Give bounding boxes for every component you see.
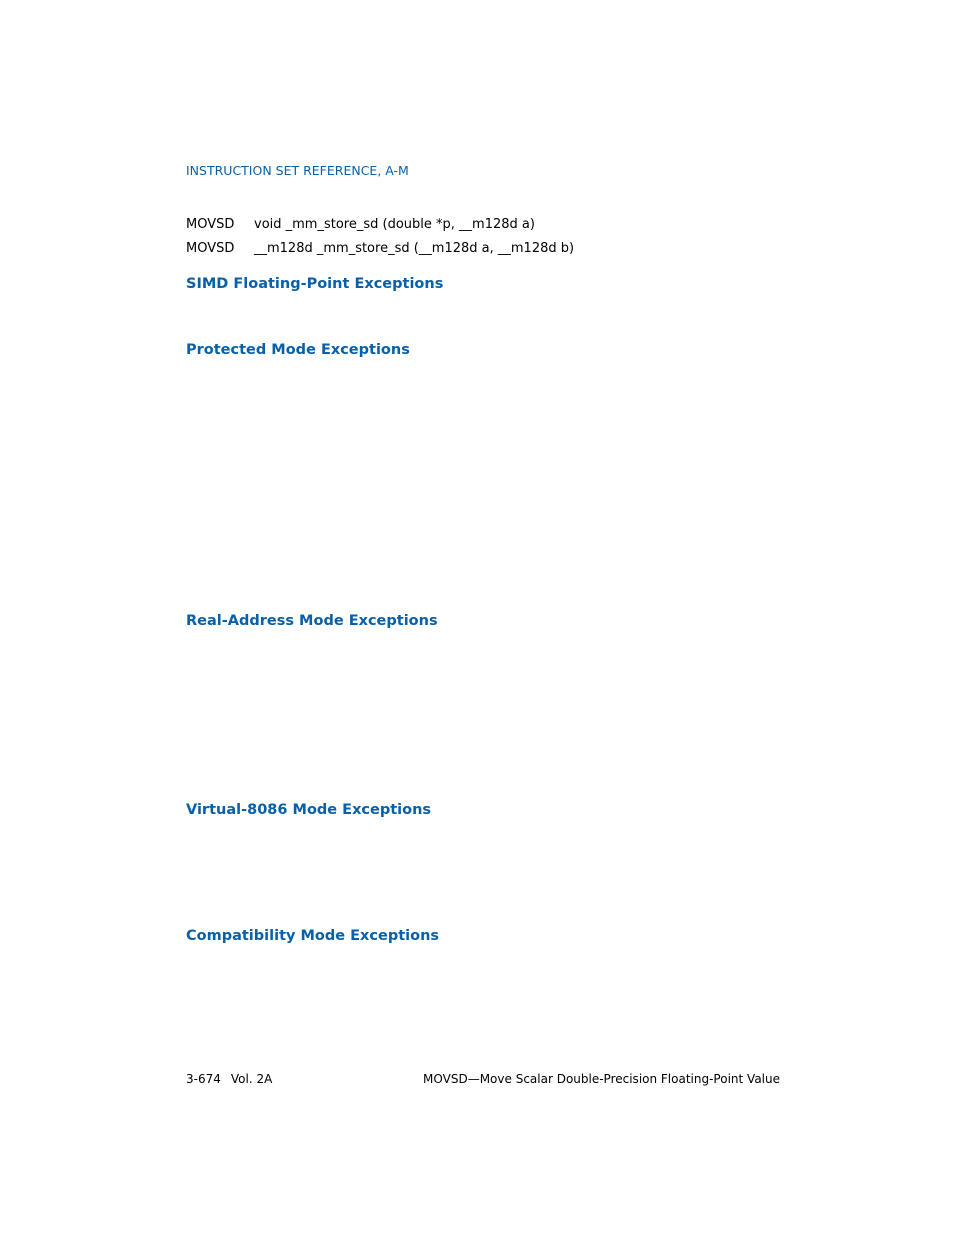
intrinsic-signature: __m128d _mm_store_sd (__m128d a, __m128d b) (254, 241, 575, 256)
section-heading-virtual-8086-mode: Virtual-8086 Mode Exceptions (186, 802, 432, 818)
intrinsic-signature: void _mm_store_sd (double *p, __m128d a) (254, 217, 535, 232)
section-heading-simd-exceptions: SIMD Floating-Point Exceptions (186, 276, 444, 292)
section-heading-protected-mode: Protected Mode Exceptions (186, 342, 410, 358)
footer-page-number: 3-674 (186, 1072, 221, 1086)
intrinsic-mnemonic: MOVSD (186, 217, 235, 232)
footer-page-info (186, 1072, 272, 1086)
intrinsic-row (186, 240, 574, 258)
section-heading-real-address-mode: Real-Address Mode Exceptions (186, 613, 438, 629)
footer-volume: Vol. 2A (230, 1072, 273, 1086)
section-heading-compatibility-mode: Compatibility Mode Exceptions (186, 928, 440, 944)
footer-instruction-title: MOVSD—Move Scalar Double-Precision Floating-Point Value (423, 1072, 780, 1086)
intrinsic-mnemonic: MOVSD (186, 241, 235, 256)
intrinsic-row (186, 216, 535, 234)
running-header: INSTRUCTION SET REFERENCE, A-M (186, 163, 409, 178)
